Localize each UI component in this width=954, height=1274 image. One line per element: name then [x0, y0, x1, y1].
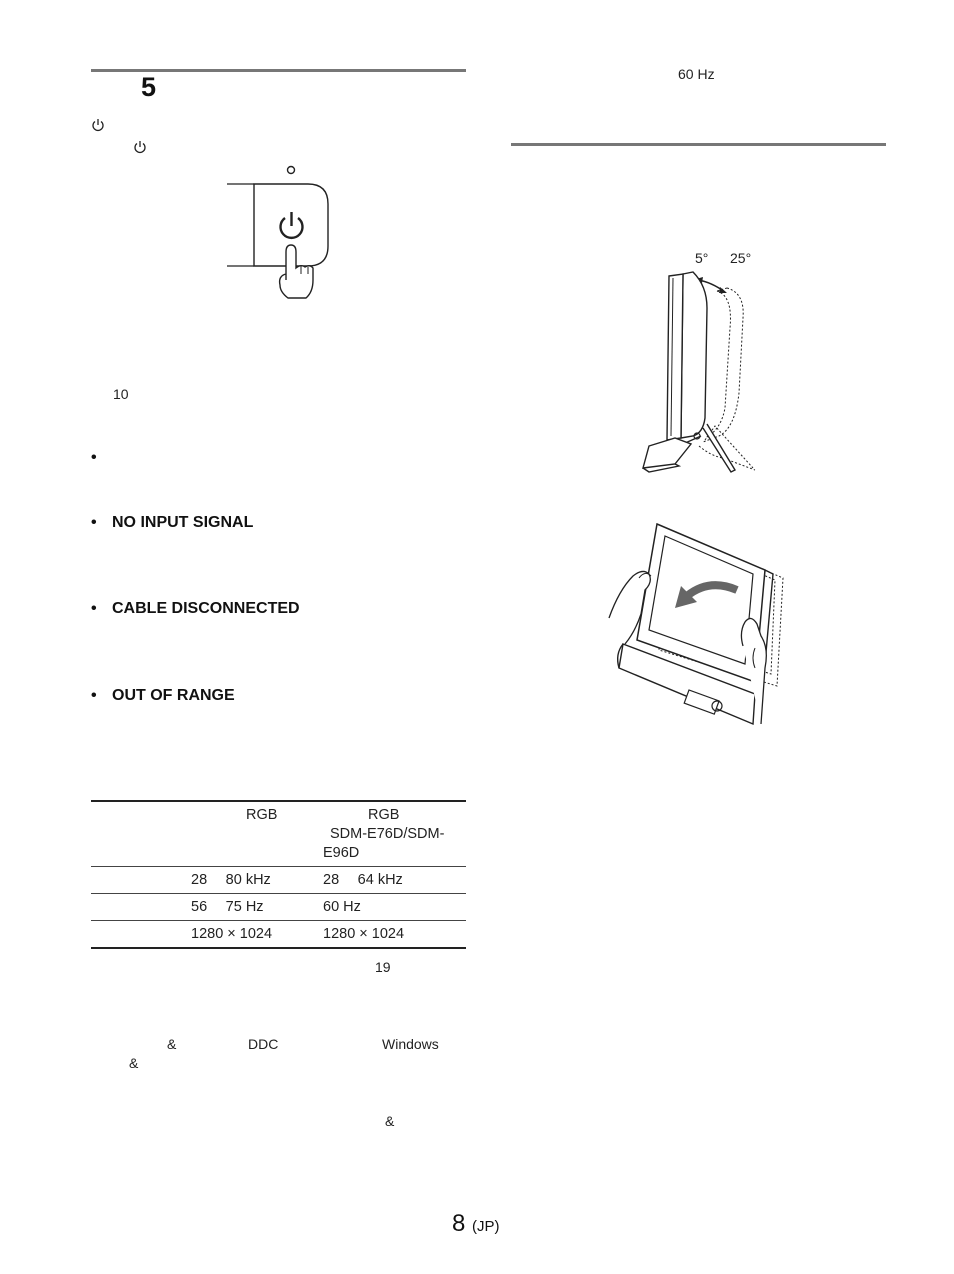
bullet-dot: • [91, 514, 97, 531]
table-cell: 1280 × 1024 [191, 926, 273, 942]
table-row [91, 894, 466, 921]
power-icon [133, 140, 147, 154]
step-number: 5 [141, 72, 157, 102]
bullet-no-input-signal: NO INPUT SIGNAL [112, 514, 254, 531]
table-cell: 60 Hz [323, 899, 361, 915]
bullet-dot: • [91, 687, 97, 704]
table-cell [91, 894, 191, 921]
windows-label: Windows [382, 1036, 439, 1052]
table-footnote-number: 19 [375, 959, 391, 975]
ddc-label: DDC [248, 1036, 279, 1052]
bullet-dot: • [91, 449, 97, 466]
table-header-row [91, 801, 466, 867]
spec-table [91, 800, 466, 949]
table-row [91, 921, 466, 949]
table-cell: 28 64 kHz [323, 872, 403, 888]
table-cell: 1280 × 1024 [323, 926, 405, 942]
tilt-angle-min: 5° [695, 250, 709, 266]
table-cell: 28 80 kHz [191, 872, 271, 888]
table-cell: 56 75 Hz [191, 899, 264, 915]
table-cell [91, 867, 191, 894]
table-cell [91, 921, 191, 949]
table-header-cell: RGB [246, 807, 278, 823]
freq-text: 60 Hz [678, 66, 715, 82]
table-header-cell: RGB SDM-E76D/SDM- E96D [323, 807, 445, 861]
table-row [91, 867, 466, 894]
page-number: 8 (JP) [452, 1210, 500, 1237]
power-button-illustration [222, 160, 332, 305]
bullet-out-of-range: OUT OF RANGE [112, 687, 235, 704]
section-rule-right [511, 143, 886, 146]
monitor-tilt-illustration [635, 268, 765, 478]
power-icon [91, 118, 105, 132]
bullet-dot: • [91, 600, 97, 617]
tilt-angle-max: 25° [730, 250, 752, 266]
power-text: 10 [113, 386, 129, 402]
ddc-amp-1: & [167, 1036, 177, 1052]
table-header-cell [91, 801, 191, 867]
monitor-swivel-illustration [605, 518, 795, 726]
last-amp: & [385, 1113, 395, 1129]
ddc-amp-2: & [129, 1055, 139, 1071]
bullet-cable-disconnected: CABLE DISCONNECTED [112, 600, 300, 617]
